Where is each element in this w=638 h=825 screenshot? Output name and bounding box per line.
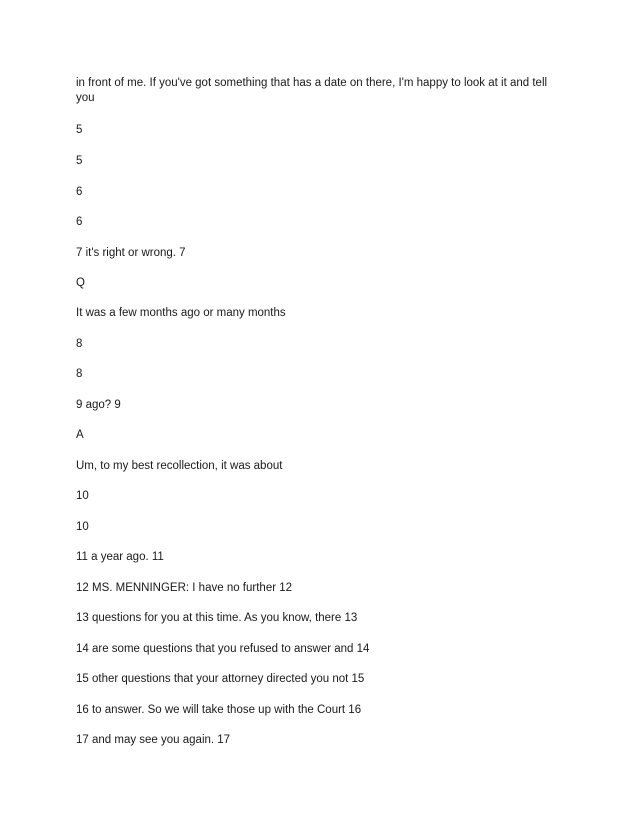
transcript-line: Um, to my best recollection, it was about: [76, 460, 283, 472]
transcript-line: 12 MS. MENNINGER: I have no further 12: [76, 582, 293, 594]
line-number: 5: [76, 124, 83, 136]
line-number: 8: [76, 338, 83, 350]
speaker-marker: A: [76, 429, 84, 441]
line-number: 10: [76, 490, 89, 502]
transcript-line: 14 are some questions that you refused to answer and 14: [76, 643, 370, 655]
transcript-line: 11 a year ago. 11: [76, 551, 164, 563]
speaker-marker: Q: [76, 277, 85, 289]
line-number: 6: [76, 186, 83, 198]
transcript-line: 9 ago? 9: [76, 399, 121, 411]
transcript-line: 15 other questions that your attorney directed you not 15: [76, 673, 365, 685]
transcript-line: 17 and may see you again. 17: [76, 734, 231, 746]
line-number: 10: [76, 521, 89, 533]
transcript-line: 13 questions for you at this time. As you know, there 13: [76, 612, 358, 624]
line-number: 5: [76, 155, 83, 167]
line-number: 8: [76, 368, 83, 380]
transcript-line: 7 it's right or wrong. 7: [76, 247, 186, 259]
transcript-line: It was a few months ago or many months: [76, 307, 286, 319]
line-number: 6: [76, 216, 83, 228]
transcript-line: 16 to answer. So we will take those up with the Court 16: [76, 704, 362, 716]
transcript-line: in front of me. If you've got something that has a date on there, I'm happy to look at it and tell you: [76, 77, 548, 104]
